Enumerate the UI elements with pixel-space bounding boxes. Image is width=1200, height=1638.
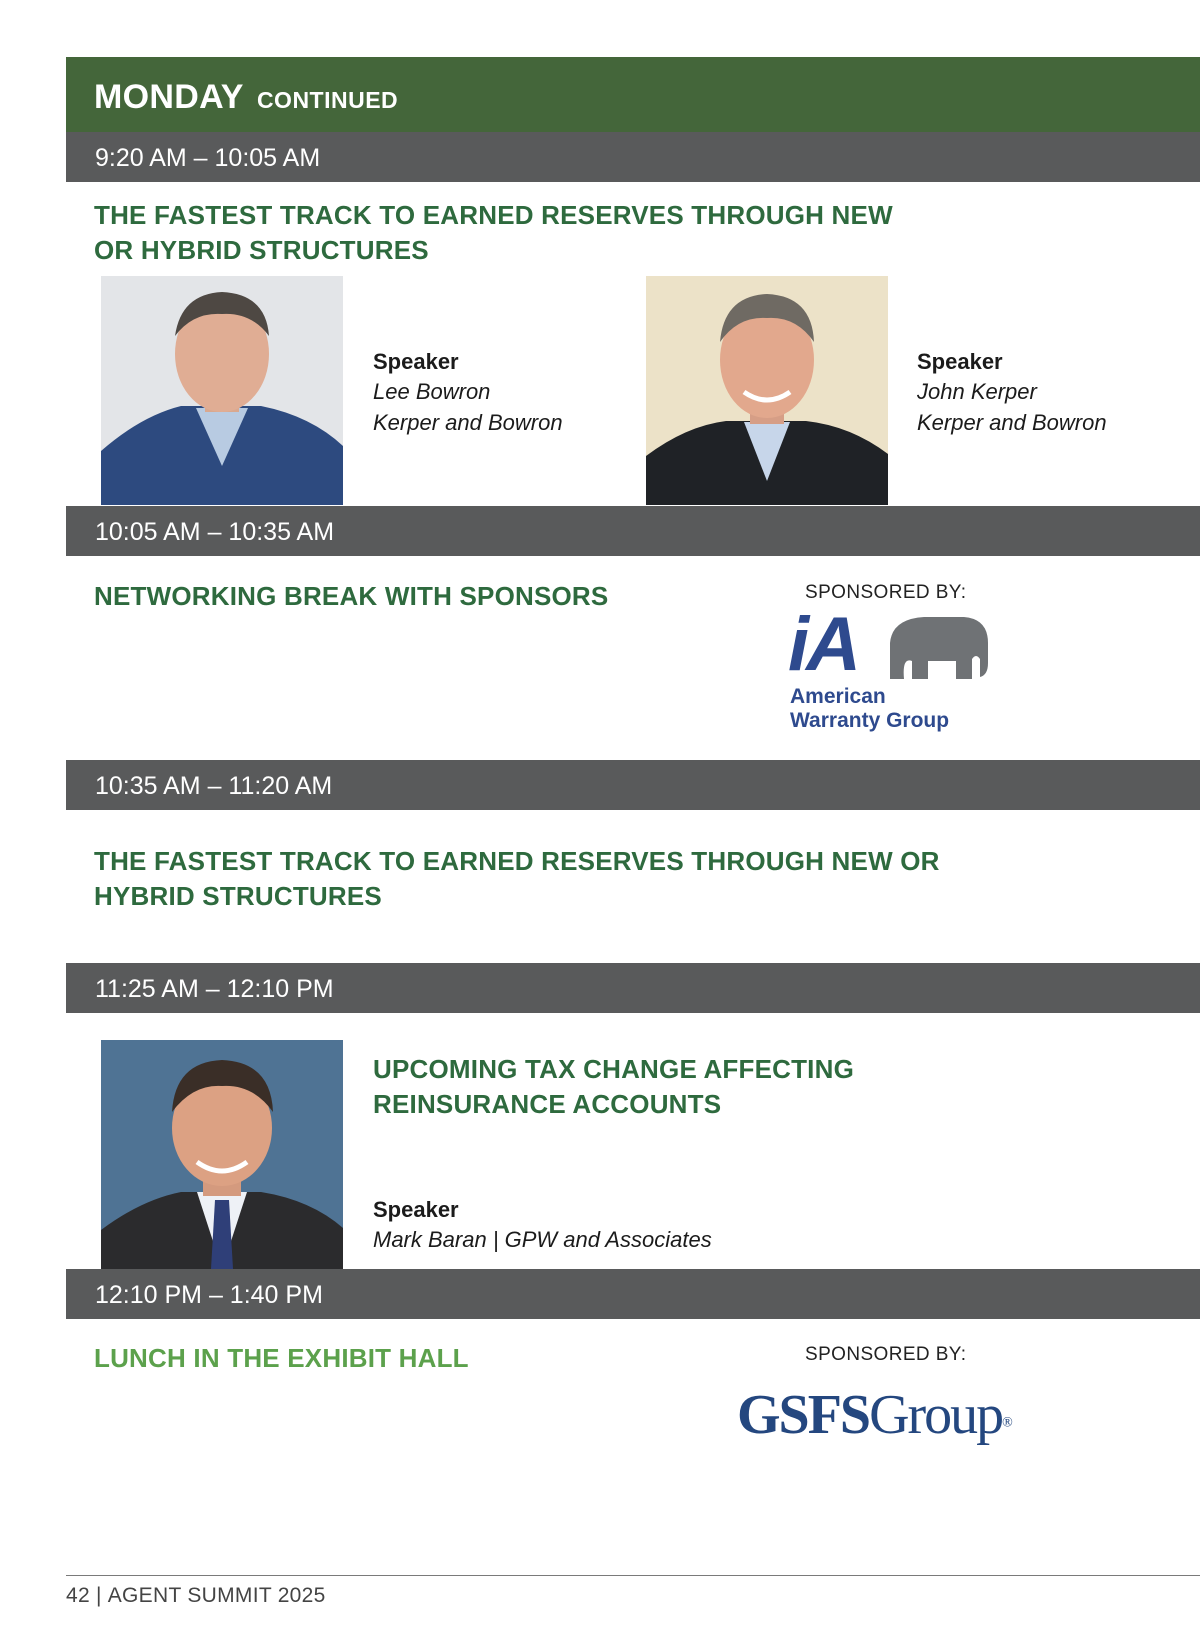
portrait-image — [101, 1040, 343, 1269]
time-bar-session-1 — [66, 132, 1200, 182]
day-title — [94, 78, 398, 117]
speaker-name: John Kerper — [917, 379, 1037, 404]
session-title: LUNCH IN THE EXHIBIT HALL — [94, 1343, 469, 1373]
registered-mark: ® — [1002, 1415, 1013, 1431]
speaker-org: Kerper and Bowron — [917, 410, 1107, 435]
speaker-line: Mark Baran | GPW and Associates — [373, 1227, 712, 1252]
sponsor-logo-line1: American — [790, 685, 886, 708]
time-bar-session-3 — [66, 760, 1200, 810]
session-title-line: HYBRID STRUCTURES — [94, 881, 382, 911]
portrait-image — [646, 276, 888, 505]
time-bar-session-2 — [66, 506, 1200, 556]
session-title — [94, 198, 893, 268]
session-title — [94, 844, 940, 914]
sponsor-logo-part1: GSFS — [737, 1384, 870, 1446]
time-bar-session-4 — [66, 963, 1200, 1013]
session-title-line: UPCOMING TAX CHANGE AFFECTING — [373, 1054, 855, 1084]
sponsor-label: SPONSORED BY: — [805, 582, 967, 603]
page-footer — [66, 1584, 326, 1608]
sponsor-logo-gsfs-group — [737, 1380, 1013, 1450]
sponsor-logo-line2: Warranty Group — [790, 709, 950, 732]
portrait-image — [101, 276, 343, 505]
session-title — [373, 1052, 854, 1122]
speaker-block-john-kerper — [917, 349, 1107, 438]
day-header — [66, 57, 1200, 132]
session-title-line: THE FASTEST TRACK TO EARNED RESERVES THROUGH NEW OR — [94, 846, 940, 876]
speaker-photo-mark-baran — [101, 1040, 343, 1269]
session-time: 10:05 AM – 10:35 AM — [95, 518, 335, 546]
speaker-block-mark-baran — [373, 1197, 712, 1255]
sponsor-label: SPONSORED BY: — [805, 1344, 967, 1365]
session-time: 9:20 AM – 10:05 AM — [95, 144, 321, 172]
sponsor-logo-part2: Group — [869, 1384, 1003, 1446]
page-number: 42 — [66, 1584, 90, 1607]
speaker-org: Kerper and Bowron — [373, 410, 563, 435]
session-time: 11:25 AM – 12:10 PM — [95, 975, 334, 1003]
speaker-block-lee-bowron — [373, 349, 563, 438]
session-title-line: REINSURANCE ACCOUNTS — [373, 1089, 722, 1119]
footer-event-name: AGENT SUMMIT 2025 — [107, 1584, 326, 1607]
speaker-role: Speaker — [373, 1197, 459, 1222]
speaker-photo-lee-bowron — [101, 276, 343, 505]
day-continued: CONTINUED — [256, 87, 399, 113]
speaker-name: Lee Bowron — [373, 379, 491, 404]
time-bar-session-5 — [66, 1269, 1200, 1319]
speaker-photo-john-kerper — [646, 276, 888, 505]
footer-rule — [66, 1575, 1200, 1576]
speaker-role: Speaker — [917, 349, 1003, 374]
elephant-icon — [884, 613, 992, 681]
sponsor-logo-mark: iA — [788, 602, 858, 687]
day-name: MONDAY — [94, 78, 244, 116]
sponsor-logo-american-warranty-group — [788, 602, 998, 741]
session-title-line: OR HYBRID STRUCTURES — [94, 235, 429, 265]
footer-separator: | — [95, 1584, 102, 1607]
speaker-role: Speaker — [373, 349, 459, 374]
session-title: NETWORKING BREAK WITH SPONSORS — [94, 581, 609, 611]
session-time: 12:10 PM – 1:40 PM — [95, 1281, 323, 1309]
session-title-line: THE FASTEST TRACK TO EARNED RESERVES THROUGH NEW — [94, 200, 893, 230]
session-time: 10:35 AM – 11:20 AM — [95, 772, 333, 800]
